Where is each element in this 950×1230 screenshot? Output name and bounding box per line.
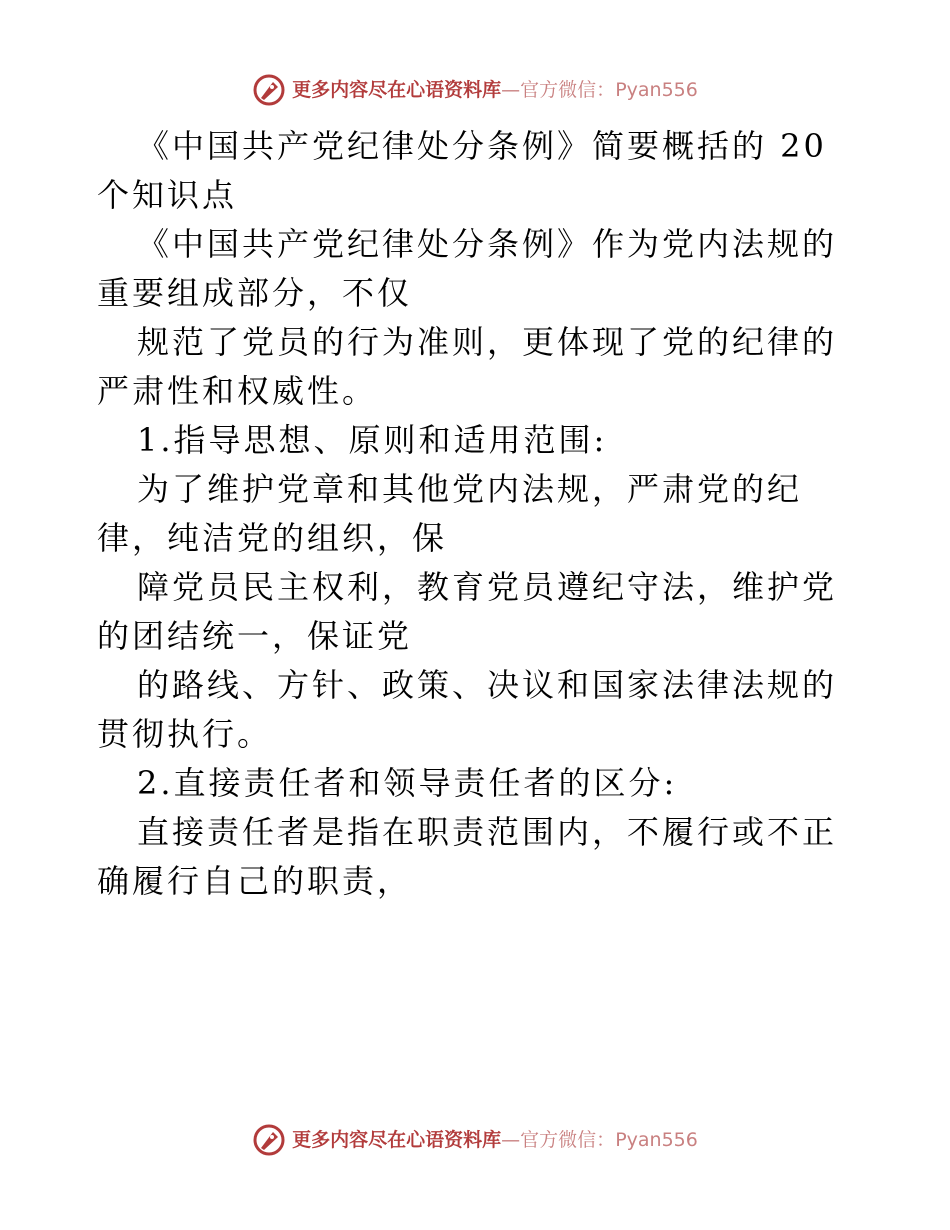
paragraph: 为了维护党章和其他党内法规，严肃党的纪律，纯洁党的组织，保 (97, 470, 803, 557)
watermark-text (292, 78, 698, 101)
watermark-brand: 更多内容尽在心语资料库 (292, 78, 502, 101)
header-watermark (0, 70, 950, 110)
pen-nib-icon (252, 73, 286, 107)
watermark-contact-id: Pyan556 (615, 1128, 698, 1151)
paragraph: 直接责任者是指在职责范围内，不履行或不正确履行自己的职责， (97, 813, 838, 900)
watermark-contact-id: Pyan556 (615, 78, 698, 101)
paragraph: 《中国共产党纪律处分条例》作为党内法规的重要组成部分，不仅 (97, 225, 838, 312)
footer-watermark (0, 1120, 950, 1160)
watermark-contact-label: 官方微信： (520, 78, 616, 101)
watermark-contact-label: 官方微信： (520, 1128, 616, 1151)
document-title: 《中国共产党纪律处分条例》简要概括的 20 个知识点 (97, 127, 827, 214)
watermark-text (292, 1128, 698, 1151)
paragraph: 规范了党员的行为准则，更体现了党的纪律的严肃性和权威性。 (97, 323, 838, 410)
paragraph: 障党员民主权利，教育党员遵纪守法，维护党的团结统一，保证党 (97, 568, 838, 655)
watermark-separator: — (501, 78, 521, 101)
document-body (97, 122, 857, 906)
watermark-separator: — (501, 1128, 521, 1151)
section-heading: 1.指导思想、原则和适用范围: (137, 421, 608, 459)
paragraph: 的路线、方针、政策、决议和国家法律法规的贯彻执行。 (97, 666, 838, 753)
watermark-brand: 更多内容尽在心语资料库 (292, 1128, 502, 1151)
section-heading: 2.直接责任者和领导责任者的区分: (137, 764, 678, 802)
pen-nib-icon (252, 1123, 286, 1157)
